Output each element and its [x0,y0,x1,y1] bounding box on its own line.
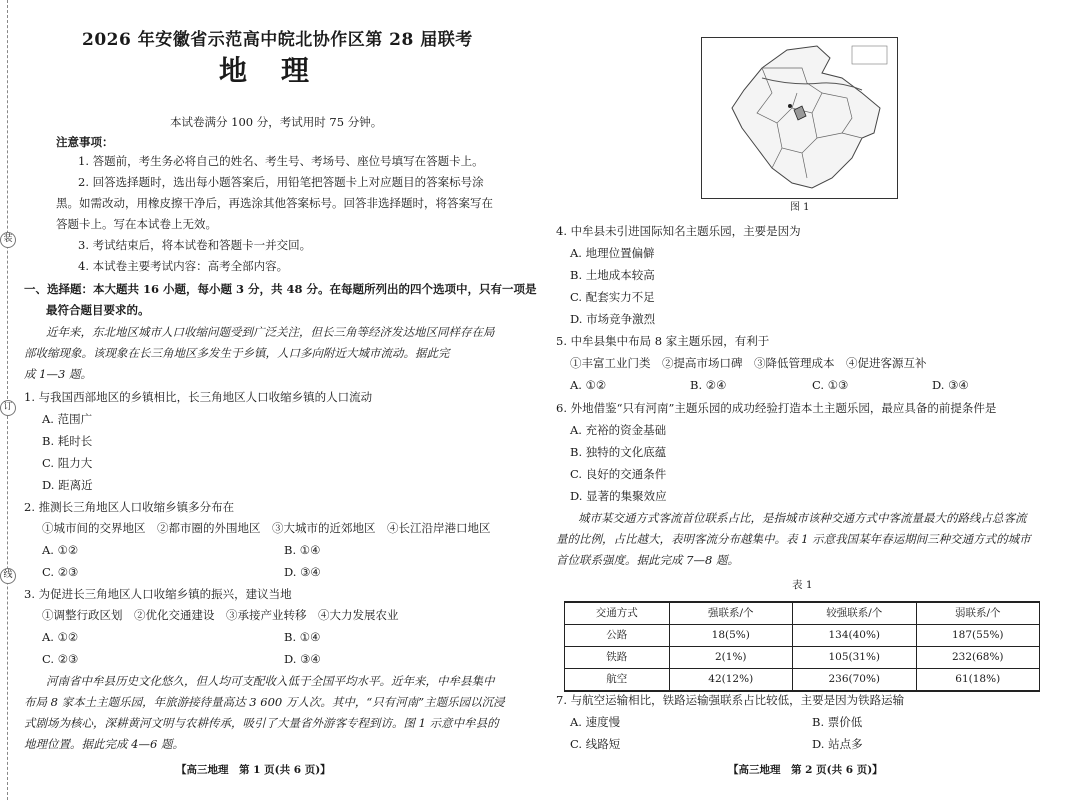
note-2-cont: 黑。如需改动，用橡皮擦干净后，再选涂其他答案标号。回答非选择题时，将答案写在 [56,196,493,210]
table-cell: 187(55%) [916,625,1040,647]
q1-option-c[interactable]: C. 阻力大 [42,456,93,470]
q2-stem: 2. 推测长三角地区人口收缩乡镇多分布在 [24,500,235,514]
table-cell: 61(18%) [916,669,1040,692]
table-row [565,669,1040,692]
q3-items: ①调整行政区划 ②优化交通建设 ③承接产业转移 ④大力发展农业 [42,608,399,622]
q2-option-c[interactable]: C. ②③ [42,565,79,579]
q2-option-b[interactable]: B. ①④ [284,543,321,557]
table-cell: 铁路 [565,647,670,669]
notes-heading: 注意事项： [56,135,114,149]
section-heading: 一、选择题：本大题共 16 小题，每小题 3 分，共 48 分。在每题所列出的四个选项中，只有一项是 [24,282,537,296]
page1-footer: 【高三地理 第 1 页(共 6 页)】 [176,764,331,776]
exam-info: 本试卷满分 100 分，考试用时 75 分钟。 [170,115,383,129]
table-cell: 134(40%) [793,625,917,647]
q4-option-d[interactable]: D. 市场竞争激烈 [570,312,656,326]
table-header-cell: 交通方式 [565,602,670,625]
table-cell: 公路 [565,625,670,647]
q2-option-a[interactable]: A. ①② [42,543,79,557]
table-1 [564,601,1040,692]
binding-label-ding: 订 [0,400,16,416]
table-cell: 航空 [565,669,670,692]
q7-option-c[interactable]: C. 线路短 [570,737,621,751]
q5-option-b[interactable]: B. ②④ [690,378,727,392]
q6-option-d[interactable]: D. 显著的集聚效应 [570,489,667,503]
q3-option-d[interactable]: D. ③④ [284,652,321,666]
q3-option-a[interactable]: A. ①② [42,630,79,644]
table-cell: 18(5%) [669,625,793,647]
note-1: 1. 答题前，考生务必将自己的姓名、考生号、考场号、座位号填写在答题卡上。 [78,154,484,168]
note-3: 3. 考试结束后，将本试卷和答题卡一并交回。 [78,238,312,252]
table-1-caption: 表 1 [792,579,813,591]
table-row [565,625,1040,647]
q7-option-d[interactable]: D. 站点多 [812,737,863,751]
q5-option-d[interactable]: D. ③④ [932,378,969,392]
passage3-line1: 城市某交通方式客流首位联系占比，是指城市该种交通方式中客流量最大的路线占总客流 [578,511,1027,525]
note-4: 4. 本试卷主要考试内容：高考全部内容。 [78,259,289,273]
q4-option-c[interactable]: C. 配套实力不足 [570,290,655,304]
table-cell: 42(12%) [669,669,793,692]
passage2-line4: 地理位置。据此完成 4—6 题。 [24,737,184,751]
q5-option-a[interactable]: A. ①② [570,378,607,392]
passage3-line3: 首位联系强度。据此完成 7—8 题。 [556,553,739,567]
q2-items: ①城市间的交界地区 ②都市圈的外围地区 ③大城市的近郊地区 ④长江沿岸港口地区 [42,521,491,535]
q7-option-b[interactable]: B. 票价低 [812,715,863,729]
q1-option-d[interactable]: D. 距离近 [42,478,93,492]
table-header-cell: 强联系/个 [669,602,793,625]
binding-label-zhuang: 装 [0,232,16,248]
q1-stem: 1. 与我国西部地区的乡镇相比，长三角地区人口收缩乡镇的人口流动 [24,390,373,404]
henan-map-graphic [702,38,897,198]
note-2-cont2: 答题卡上。写在本试卷上无效。 [56,217,217,231]
zhengzhou-marker-icon [788,104,792,108]
table-header-row [565,602,1040,625]
q7-stem: 7. 与航空运输相比，铁路运输强联系占比较低，主要是因为铁路运输 [556,693,905,707]
passage3-line2: 量的比例，占比越大，表明客流分布越集中。表 1 示意我国某年春运期间三种交通方式的城市 [556,532,1031,546]
q5-items: ①丰富工业门类 ②提高市场口碑 ③降低管理成本 ④促进客源互补 [570,356,927,370]
q6-option-c[interactable]: C. 良好的交通条件 [570,467,667,481]
q6-option-b[interactable]: B. 独特的文化底蕴 [570,445,667,459]
passage1-line3: 成 1—3 题。 [24,367,92,381]
exam-title: 2026 年安徽省示范高中皖北协作区第 28 届联考 [82,30,473,50]
legend-box [852,46,887,64]
table-cell: 236(70%) [793,669,917,692]
page2-footer: 【高三地理 第 2 页(共 6 页)】 [728,764,883,776]
passage2-line2: 布局 8 家本土主题乐园，年旅游接待量高达 3 600 万人次。其中，“只有河南”主题乐园以沉浸 [24,695,505,709]
passage2-line3: 式剧场为核心，深耕黄河文明与农耕传承，吸引了大量省外游客专程到访。图 1 示意中牟县的 [24,716,499,730]
table-header-cell: 弱联系/个 [916,602,1040,625]
note-2: 2. 回答选择题时，选出每小题答案后，用铅笔把答题卡上对应题目的答案标号涂 [78,175,484,189]
q3-option-b[interactable]: B. ①④ [284,630,321,644]
q4-stem: 4. 中牟县未引进国际知名主题乐园，主要是因为 [556,224,801,238]
table-header-cell: 较强联系/个 [793,602,917,625]
passage1-line1: 近年来，东北地区城市人口收缩问题受到广泛关注，但长三角等经济发达地区同样存在局 [46,325,495,339]
q4-option-a[interactable]: A. 地理位置偏僻 [570,246,655,260]
q7-option-a[interactable]: A. 速度慢 [570,715,621,729]
table-cell: 105(31%) [793,647,917,669]
q1-option-b[interactable]: B. 耗时长 [42,434,93,448]
passage1-line2: 部收缩现象。该现象在长三角地区多发生于乡镇，人口多向附近大城市流动。据此完 [24,346,450,360]
figure-1-map [701,37,898,199]
q6-stem: 6. 外地借鉴“只有河南”主题乐园的成功经验打造本土主题乐园，最应具备的前提条件是 [556,401,997,415]
table-row [565,647,1040,669]
subject-title: 地理 [219,54,344,87]
table-cell: 2(1%) [669,647,793,669]
province-outline [732,46,880,188]
q1-option-a[interactable]: A. 范围广 [42,412,93,426]
q3-option-c[interactable]: C. ②③ [42,652,79,666]
q5-option-c[interactable]: C. ①③ [812,378,849,392]
q5-stem: 5. 中牟县集中布局 8 家主题乐园，有利于 [556,334,770,348]
binding-label-xian: 线 [0,568,16,584]
q6-option-a[interactable]: A. 充裕的资金基础 [570,423,667,437]
q3-stem: 3. 为促进长三角地区人口收缩乡镇的振兴，建议当地 [24,587,292,601]
q4-option-b[interactable]: B. 土地成本较高 [570,268,655,282]
section-heading-cont: 最符合题目要求的。 [46,303,150,317]
figure-1-caption: 图 1 [790,202,810,213]
table-cell: 232(68%) [916,647,1040,669]
passage2-line1: 河南省中牟县历史文化悠久，但人均可支配收入低于全国平均水平。近年来，中牟县集中 [46,674,495,688]
q2-option-d[interactable]: D. ③④ [284,565,321,579]
